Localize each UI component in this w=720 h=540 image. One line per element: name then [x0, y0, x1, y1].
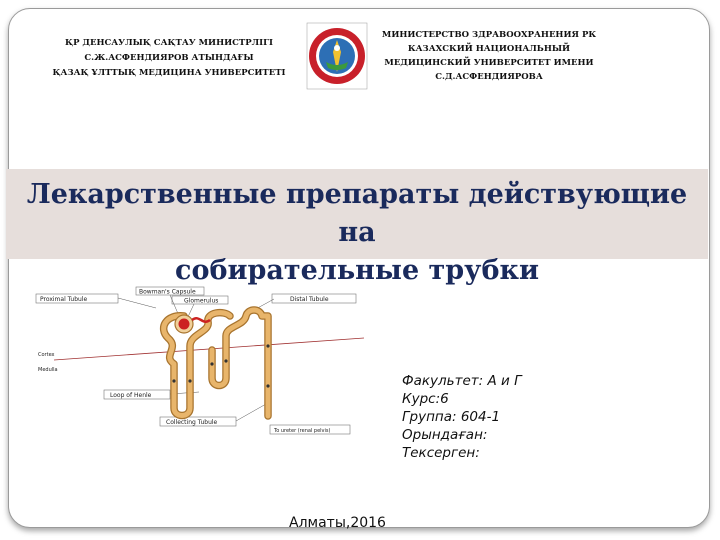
header-right: [372, 28, 606, 84]
header-right-line-2: КАЗАХСКИЙ НАЦИОНАЛЬНЫЙ: [407, 44, 571, 54]
header-right-line-3: МЕДИЦИНСКИЙ УНИВЕРСИТЕТ ИМЕНИ: [384, 58, 594, 68]
slide-title: [6, 176, 708, 290]
label-proximal-tubule: Proximal Tubule: [40, 296, 88, 303]
header-left-line-3: ҚАЗАҚ ҰЛТТЫҚ МЕДИЦИНА УНИВЕРСИТЕТІ: [52, 68, 286, 78]
slide-title-line-1: Лекарственные препараты действующие на: [26, 179, 688, 248]
info-performed: Орындаған:: [402, 427, 488, 443]
footer-city-year: Алматы,2016: [289, 515, 386, 531]
info-faculty: Факультет: А и Г: [402, 373, 522, 389]
label-cortex: Cortex: [38, 352, 55, 358]
info-group: Группа: 604-1: [402, 409, 501, 425]
label-bowmans-capsule: Bowman's Capsule: [139, 288, 196, 296]
label-glomerulus: Glomerulus: [184, 297, 219, 305]
label-loop-of-henle: Loop of Henle: [110, 392, 152, 399]
label-medulla: Medulla: [38, 367, 58, 373]
student-info: [402, 372, 522, 462]
header-left: [44, 36, 294, 81]
header-left-line-1: ҚР ДЕНСАУЛЫҚ САҚТАУ МИНИСТРЛІГІ: [65, 38, 273, 48]
label-to-ureter: To ureter (renal pelvis): [274, 428, 331, 434]
header-right-line-4: С.Д.АСФЕНДИЯРОВА: [435, 72, 543, 82]
label-distal-tubule: Distal Tubule: [290, 296, 329, 303]
info-checked: Тексерген:: [402, 445, 480, 461]
slide-title-line-2: собирательные трубки: [175, 255, 539, 286]
nephron-diagram: [34, 286, 374, 446]
label-collecting-tubule: Collecting Tubule: [166, 419, 218, 426]
header-left-line-2: С.Ж.АСФЕНДИЯРОВ АТЫНДАҒЫ: [84, 53, 254, 63]
header-right-line-1: МИНИСТЕРСТВО ЗДРАВООХРАНЕНИЯ РК: [381, 30, 597, 40]
info-course: Курс:6: [402, 391, 449, 407]
university-logo-emblem: [306, 22, 368, 90]
glomerulus-shape: [179, 319, 190, 330]
